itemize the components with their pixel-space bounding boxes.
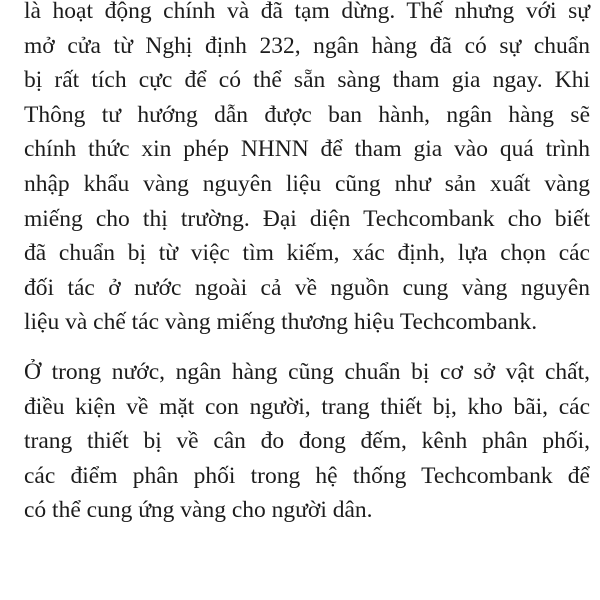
paragraph-line: là hoạt động chính và đã tạm dừng. Thế nhưng với sự xyxy=(24,0,590,24)
paragraph-line: nhập khẩu vàng nguyên liệu cũng như sản xuất vàng xyxy=(24,170,590,197)
paragraph-line: Ở trong nước, ngân hàng cũng chuẩn bị cơ sở vật chất, xyxy=(24,358,590,385)
paragraph-line: chính thức xin phép NHNN để tham gia vào quá trình xyxy=(24,136,590,163)
paragraph-line: đã chuẩn bị từ việc tìm kiếm, xác định, lựa chọn các xyxy=(24,240,590,267)
paragraph-line: bị rất tích cực để có thể sẵn sàng tham gia ngay. Khi xyxy=(24,67,590,94)
paragraph-2 xyxy=(24,355,590,528)
paragraph-line: điều kiện về mặt con người, trang thiết bị, kho bãi, các xyxy=(24,393,590,420)
paragraph-line: trang thiết bị về cân đo đong đếm, kênh phân phối, xyxy=(24,428,590,455)
paragraph-1 xyxy=(24,0,590,340)
paragraph-line: miếng cho thị trường. Đại diện Techcombank cho biết xyxy=(24,205,590,232)
paragraph-line: mở cửa từ Nghị định 232, ngân hàng đã có sự chuẩn xyxy=(24,32,590,59)
paragraph-line: các điểm phân phối trong hệ thống Techcombank để xyxy=(24,462,590,489)
paragraph-line: đối tác ở nước ngoài cả về nguồn cung vàng nguyên xyxy=(24,274,590,301)
article-body xyxy=(24,0,590,528)
paragraph-line: liệu và chế tác vàng miếng thương hiệu Techcombank. xyxy=(24,309,538,336)
paragraph-line: Thông tư hướng dẫn được ban hành, ngân hàng sẽ xyxy=(24,101,590,128)
paragraph-line: có thể cung ứng vàng cho người dân. xyxy=(24,497,373,524)
